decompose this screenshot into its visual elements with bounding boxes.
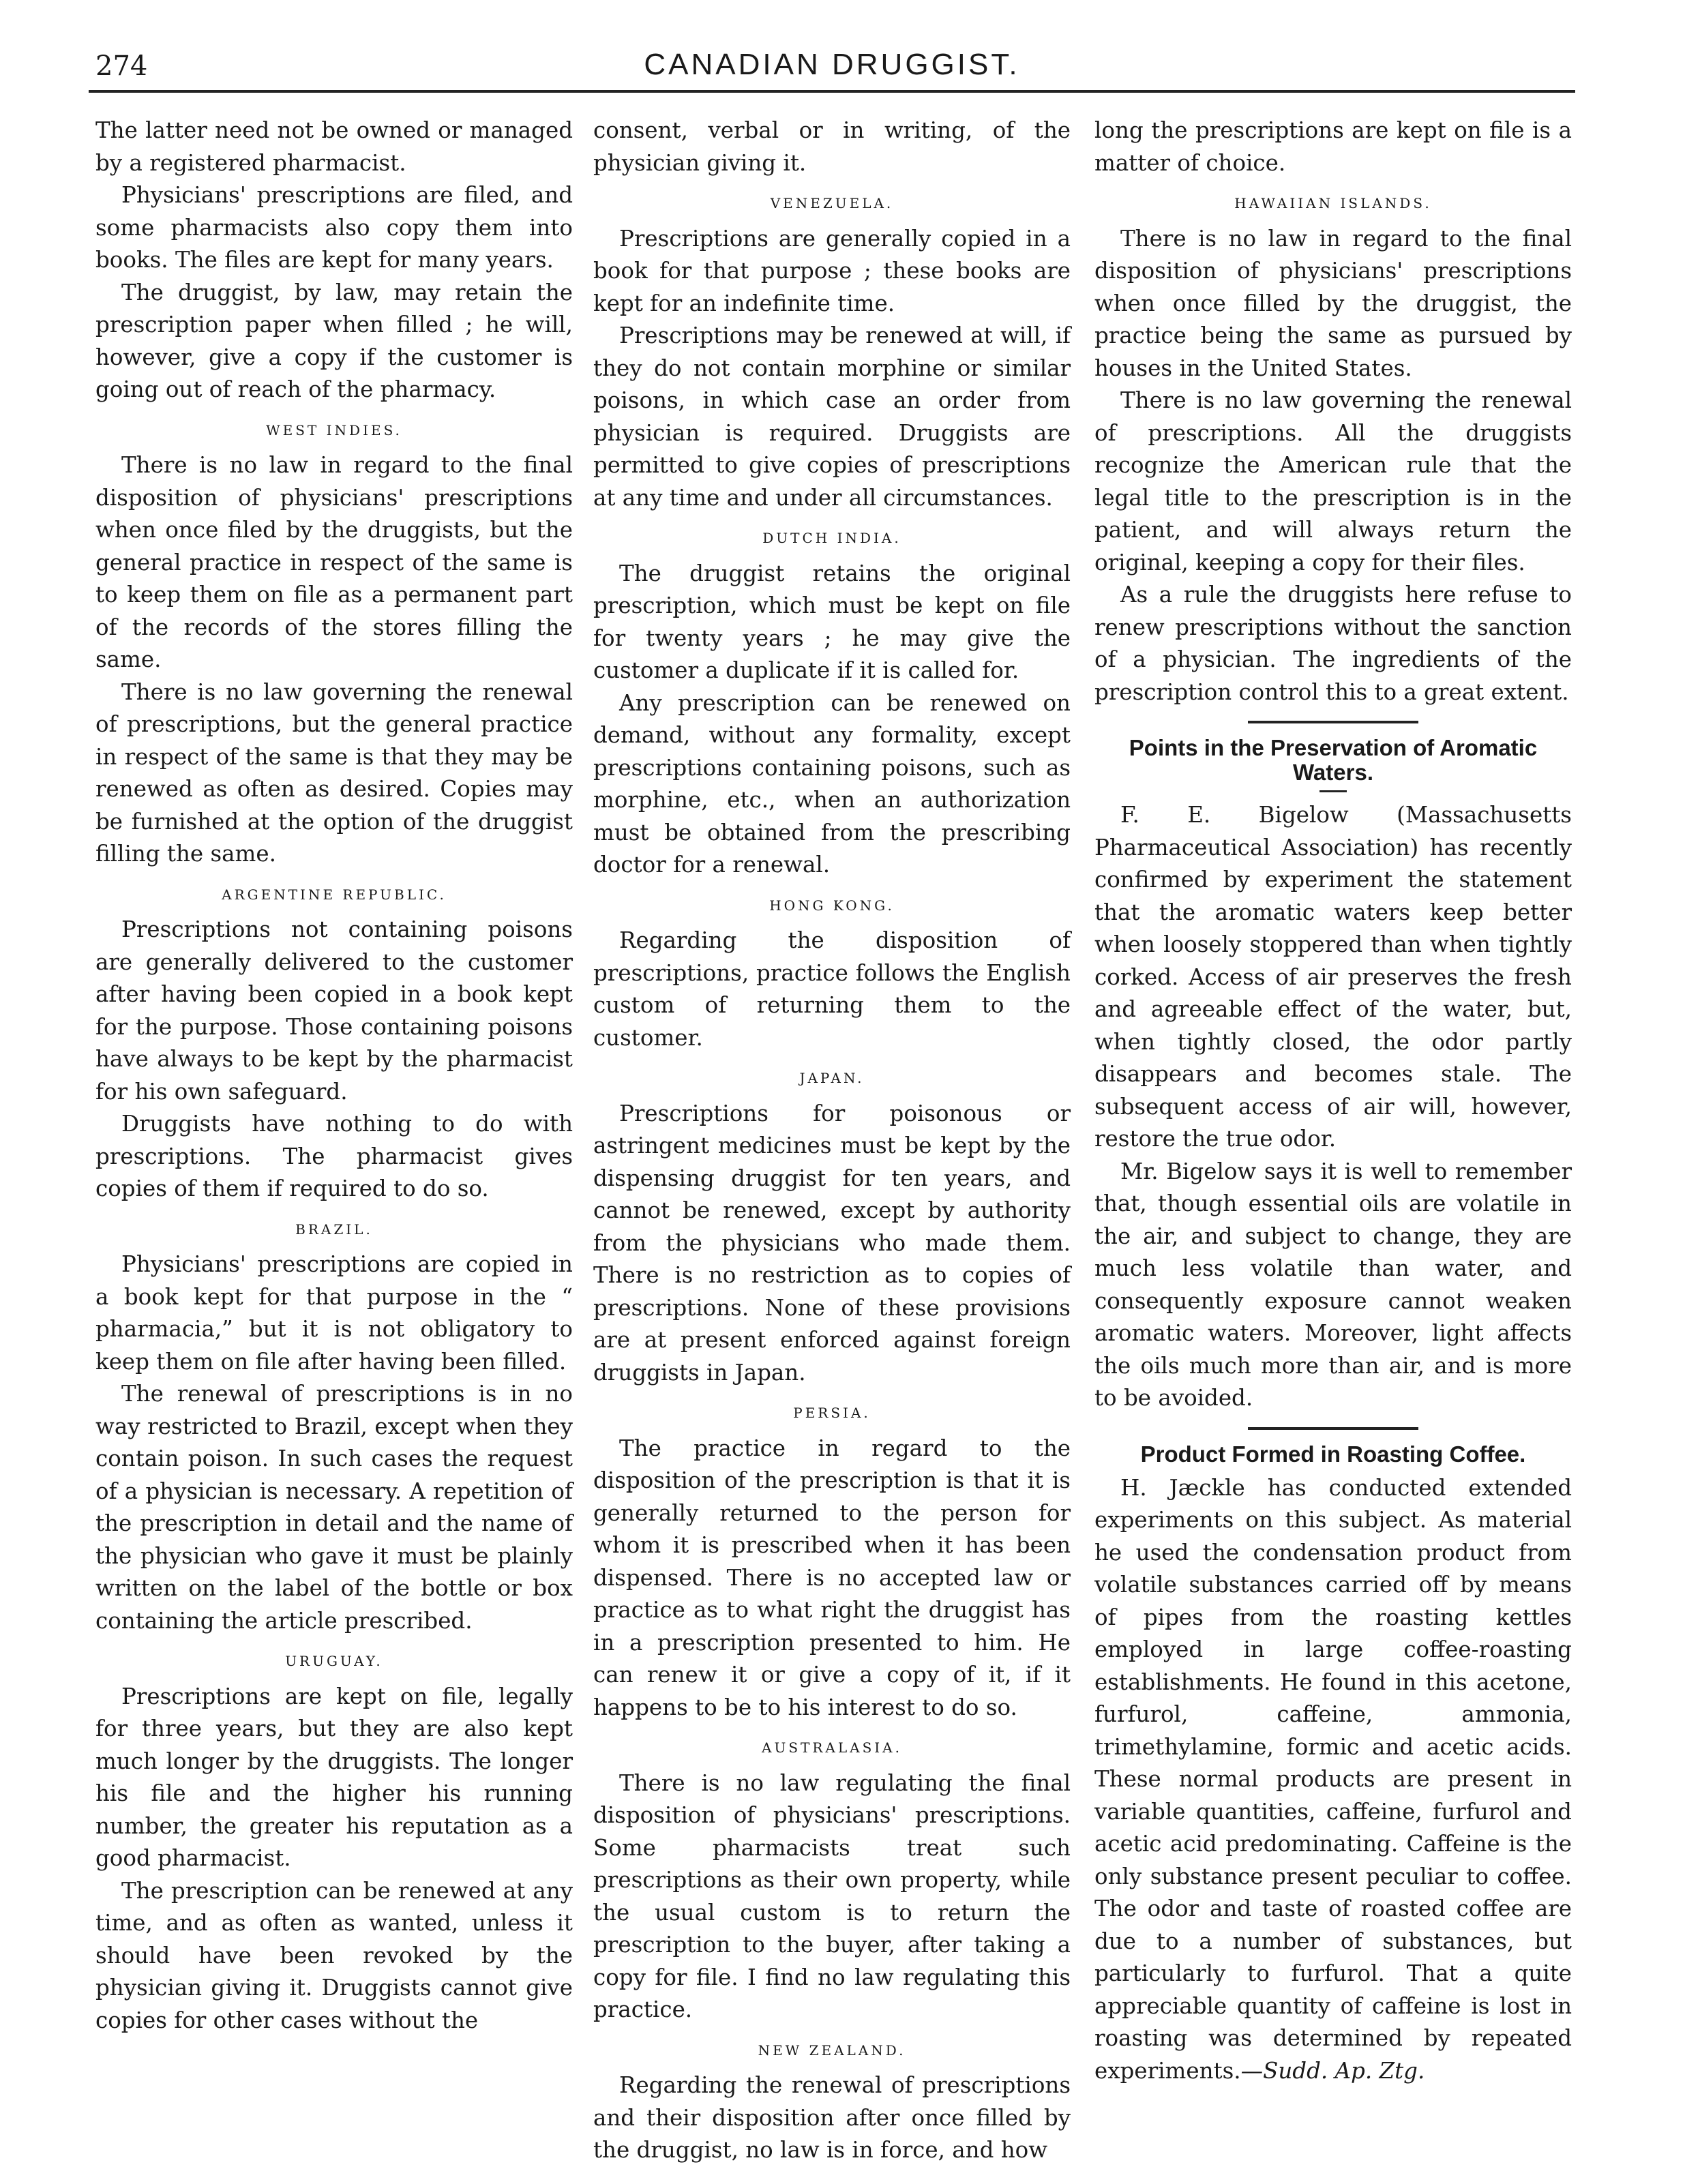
paragraph: There is no law governing the renewal of prescriptions, but the general practice in respect of the same is that they may be renewed as often as desired. Copies may be furnished at the option of the druggist filling the same.	[95, 678, 573, 867]
paragraph: There is no law governing the renewal of prescriptions. All the druggists recognize the American rule that the legal title to the prescription is in the patient, and will always return the original, keeping a copy for their files.	[1094, 387, 1572, 575]
paragraph: There is no law regulating the final disposition of physicians' prescriptions. Some pharmacists treat such prescriptions as their own property, while the usual custom is to return the prescription to the buyer, after taking a copy for file. I find no law regulating this practice.	[593, 1769, 1071, 2022]
article-title-aromatic-waters: Points in the Preservation of Aromatic Waters.	[1129, 735, 1538, 785]
paragraph: As a rule the druggists here refuse to renew prescriptions without the sanction of a physician. The ingredients of the prescription control this to a great extent.	[1094, 582, 1572, 705]
section-heading-hong-kong: HONG KONG.	[769, 897, 895, 914]
page-number: 274	[95, 50, 148, 82]
paragraph: long the prescriptions are kept on file is a matter of choice.	[1094, 117, 1572, 176]
section-heading-australasia: AUSTRALASIA.	[762, 1739, 902, 1756]
section-heading-west-indies: WEST INDIES.	[266, 421, 402, 438]
paragraph: Regarding the renewal of prescriptions and their disposition after once filled by the druggist, no law is in force, and how	[593, 2072, 1071, 2163]
section-heading-uruguay: URUGUAY.	[285, 1653, 383, 1669]
section-heading-new-zealand: NEW ZEALAND.	[758, 2041, 906, 2059]
paragraph: Physicians' prescriptions are filed, and some pharmacists also copy them into books. The files are kept for many years.	[95, 182, 573, 273]
paragraph: The druggist retains the original prescription, which must be kept on file for twenty years ; he may give the customer a duplicate if it is called for.	[593, 560, 1071, 683]
paragraph: Prescriptions may be renewed at will, if they do not contain morphine or similar poisons, in which case an order from physician is required. Druggists are permitted to give copies of prescriptions at any time and under all circumstances.	[593, 323, 1071, 511]
paragraph: Druggists have nothing to do with prescriptions. The pharmacist gives copies of them if required to do so.	[95, 1111, 573, 1201]
paragraph: Prescriptions are generally copied in a book for that purpose ; these books are kept for an indefinite time.	[593, 225, 1071, 316]
article-title-roasting-coffee: Product Formed in Roasting Coffee.	[1140, 1441, 1526, 1467]
source-citation: —Sudd. Ap. Ztg.	[1240, 2057, 1425, 2084]
paragraph: Regarding the disposition of prescriptions, practice follows the English custom of returning them to the customer.	[593, 927, 1071, 1051]
header-rule	[89, 90, 1575, 93]
paragraph: The renewal of prescriptions is in no way restricted to Brazil, except when they contain poison. In such cases the request of a physician is necessary. A repetition of the prescription in detail and the name of the physician who gave it must be plainly written on the label of the bottle or box containing the article prescribed.	[95, 1381, 573, 1634]
column-1	[95, 115, 573, 2037]
paragraph: The latter need not be owned or managed by a registered pharmacist.	[95, 117, 573, 176]
paragraph: Any prescription can be renewed on demand, without any formality, except prescriptions containing poisons, such as morphine, etc., when an authorization must be obtained from the prescribing doctor for a renewal.	[593, 689, 1071, 878]
paragraph: Prescriptions are kept on file, legally for three years, but they are also kept much longer by the druggists. The longer his file and the higher his running number, the greater his reputation as a good pharmacist.	[95, 1683, 573, 1871]
section-heading-persia: PERSIA.	[793, 1405, 871, 1421]
section-heading-argentine: ARGENTINE REPUBLIC.	[222, 886, 447, 903]
paragraph: Mr. Bigelow says it is well to remember that, though essential oils are volatile in the air, and subject to change, they are much less volatile than water, and consequently exposure cannot weaken aromatic waters. Moreover, light affects the oils much more than air, and is more to be avoided.	[1094, 1158, 1572, 1411]
paragraph: Physicians' prescriptions are copied in a book kept for that purpose in the “ pharmacia,” but it is not obligatory to keep them on file after having been filled.	[95, 1251, 573, 1375]
column-2	[593, 115, 1071, 2167]
paragraph	[1094, 1472, 1572, 2088]
paragraph: There is no law in regard to the final disposition of physicians' prescriptions when once filled by the druggist, the practice being the same as pursued by houses in the United States.	[1094, 225, 1572, 381]
paragraph: The druggist, by law, may retain the prescription paper when filled ; he will, however, give a copy if the customer is going out of reach of the pharmacy.	[95, 279, 573, 402]
article-divider	[1248, 721, 1418, 723]
section-heading-japan: JAPAN.	[799, 1070, 865, 1086]
article-divider	[1248, 1427, 1418, 1430]
paragraph: There is no law in regard to the final disposition of physicians' prescriptions when once filed by the druggists, but the general practice in respect of the same is to keep them on file as a permanent part of the records of the stores filling the same.	[95, 452, 573, 672]
section-heading-venezuela: VENEZUELA.	[770, 195, 894, 211]
section-heading-hawaiian-islands: HAWAIIAN ISLANDS.	[1234, 195, 1432, 211]
section-heading-dutch-india: DUTCH INDIA.	[762, 530, 901, 546]
paragraph: The practice in regard to the disposition of the prescription is that it is generally returned to the person for whom it is prescribed when it has been dispensed. There is no accepted law or practice as to what right the druggist has in a prescription presented to him. He can renew it or give a copy of it, if it happens to be to his interest to do so.	[593, 1435, 1071, 1720]
column-3	[1094, 115, 1572, 2087]
paragraph-text: H. Jæckle has conducted extended experiments on this subject. As material he used the condensation product from volatile substances carried off by means of pipes from the roasting kettles employed in large coffee-roasting establishments. He found in this acetone, furfurol, caffeine, ammonia, trimethylamine, formic and acetic acids. These normal products are present in variable quantities, caffeine, furfurol and acetic acid predominating. Caffeine is the only substance present peculiar to coffee. The odor and taste of roasted coffee are due to a number of substances, but particularly to furfurol. That a quite appreciable quantity of caffeine is lost in roasting was determined by repeated experiments.	[1094, 1474, 1572, 2084]
paragraph: Prescriptions for poisonous or astringent medicines must be kept by the dispensing druggist for ten years, and cannot be renewed, except by authority from the physicians who made them. There is no restriction as to copies of prescriptions. None of these provisions are at present enforced against foreign druggists in Japan.	[593, 1100, 1071, 1386]
section-heading-brazil: BRAZIL.	[295, 1221, 373, 1238]
paragraph: F. E. Bigelow (Massachusetts Pharmaceutical Association) has recently confirmed by experiment the statement that the aromatic waters keep better when loosely stoppered than when tightly corked. Access of air preserves the fresh and agreeable effect of the water, but, when tightly closed, the odor partly disappears and becomes stale. The subsequent access of air will, however, restore the true odor.	[1094, 802, 1572, 1152]
paragraph: The prescription can be renewed at any time, and as often as wanted, unless it should have been revoked by the physician giving it. Druggists cannot give copies for other cases without the	[95, 1877, 573, 2033]
journal-title: CANADIAN DRUGGIST.	[644, 48, 1020, 81]
paragraph: Prescriptions not containing poisons are generally delivered to the customer after having been copied in a book kept for the purpose. Those containing poisons have always to be kept by the pharmacist for his own safeguard.	[95, 916, 573, 1105]
title-dash	[1319, 790, 1347, 792]
paragraph: consent, verbal or in writing, of the physician giving it.	[593, 117, 1071, 176]
